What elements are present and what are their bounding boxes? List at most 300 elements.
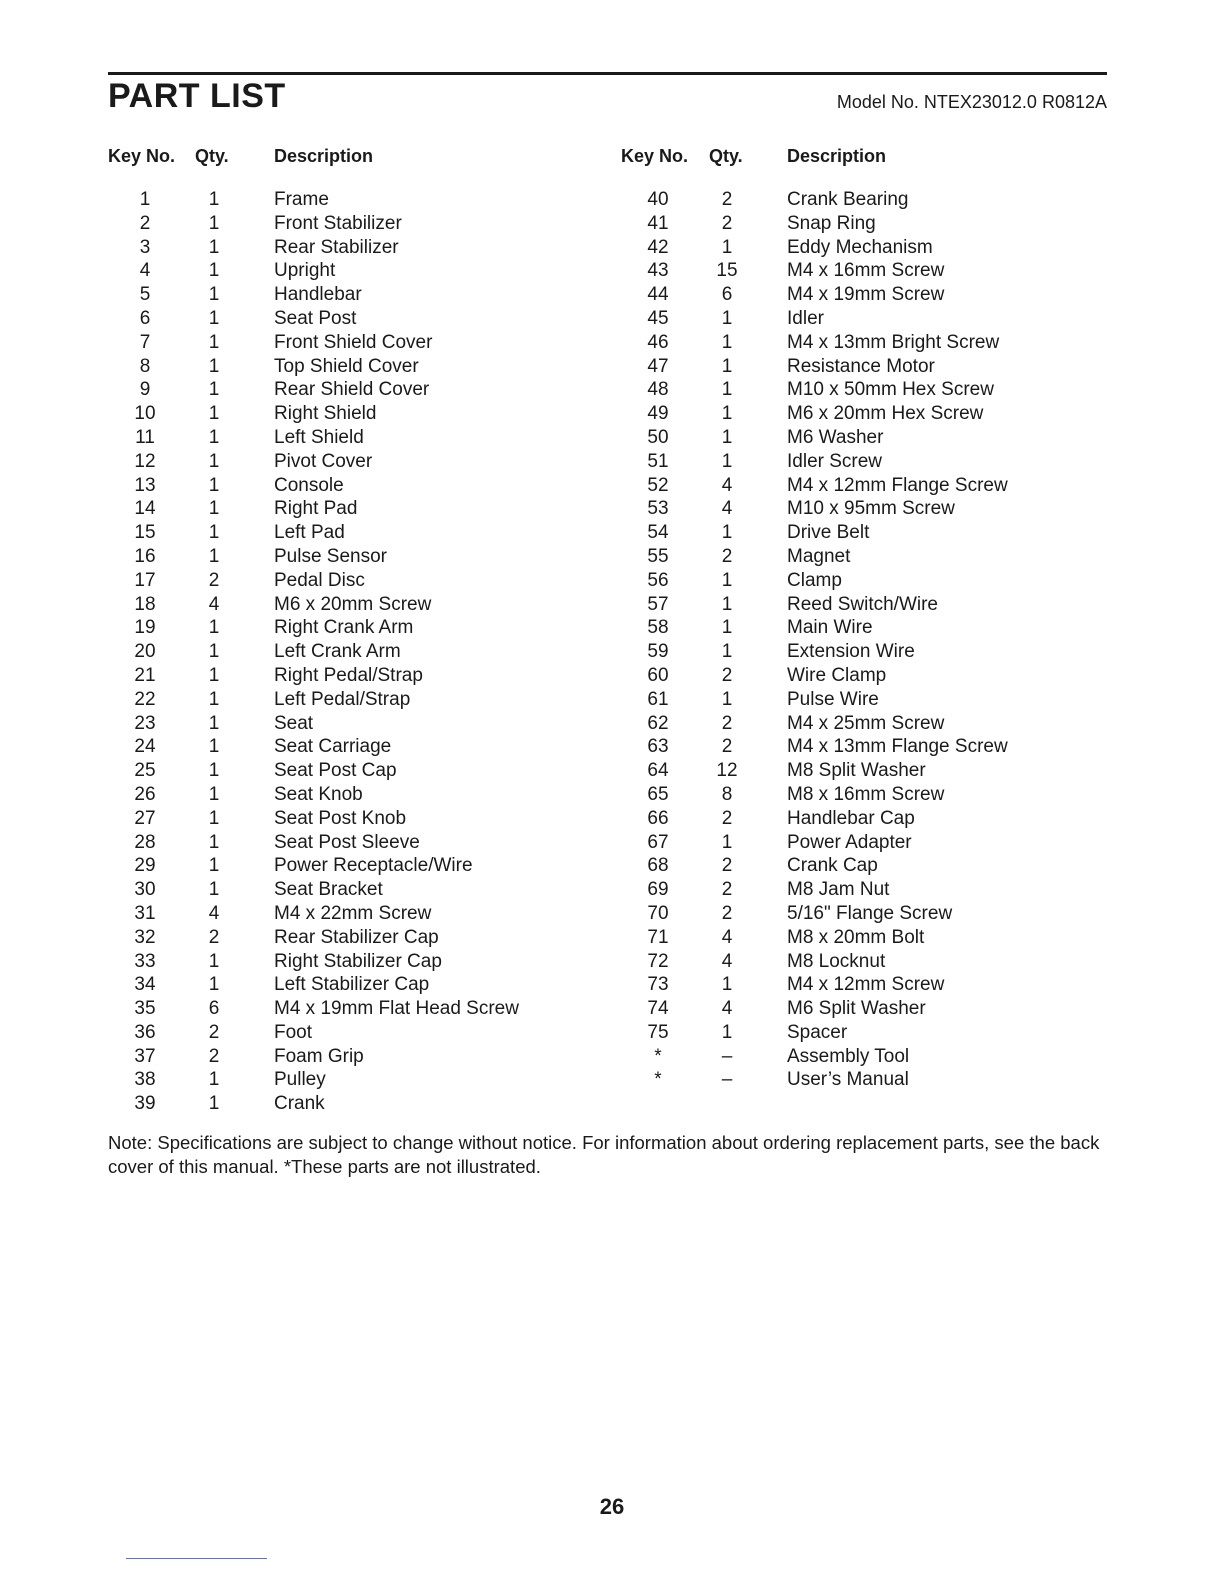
part-description: 5/16" Flange Screw <box>787 902 953 924</box>
part-qty: 1 <box>208 1093 220 1115</box>
part-key-no: 49 <box>647 403 669 425</box>
part-key-no: 71 <box>647 926 669 948</box>
part-description: M4 x 25mm Screw <box>787 712 945 734</box>
part-row <box>108 569 588 593</box>
part-description: User’s Manual <box>787 1069 909 1091</box>
part-row <box>108 831 588 855</box>
part-key-no: 29 <box>134 855 156 877</box>
part-key-no: 3 <box>139 236 151 258</box>
part-row <box>108 545 588 569</box>
part-description: Reed Switch/Wire <box>787 593 938 615</box>
part-description: Spacer <box>787 1021 848 1043</box>
part-qty: 2 <box>208 569 220 591</box>
part-row <box>621 688 1107 712</box>
part-qty: 1 <box>208 879 220 901</box>
part-row <box>108 188 588 212</box>
part-key-no: 24 <box>134 736 156 758</box>
part-description: M10 x 95mm Screw <box>787 498 955 520</box>
part-description: Left Pedal/Strap <box>274 688 411 710</box>
part-description: Foam Grip <box>274 1045 364 1067</box>
part-qty: 1 <box>208 831 220 853</box>
part-key-no: 50 <box>647 426 669 448</box>
part-key-no: 9 <box>139 379 151 401</box>
part-row <box>621 616 1107 640</box>
part-key-no: 6 <box>139 307 151 329</box>
qty-header: Qty. <box>195 146 229 166</box>
part-key-no: 72 <box>647 950 669 972</box>
part-row <box>108 616 588 640</box>
part-description: Seat <box>274 712 314 734</box>
part-description: Magnet <box>787 545 851 567</box>
description-header: Description <box>274 146 374 166</box>
part-description: Left Pad <box>274 522 345 544</box>
part-description: M4 x 16mm Screw <box>787 260 945 282</box>
part-qty: 1 <box>208 260 220 282</box>
part-description: Pulse Sensor <box>274 545 388 567</box>
part-description: M4 x 22mm Screw <box>274 902 432 924</box>
part-description: Left Shield <box>274 426 364 448</box>
part-key-no: 45 <box>647 307 669 329</box>
part-description: M4 x 13mm Flange Screw <box>787 736 1008 758</box>
part-key-no: 53 <box>647 498 669 520</box>
part-key-no: 66 <box>647 807 669 829</box>
model-number: Model No. NTEX23012.0 R0812A <box>836 92 1107 112</box>
part-row <box>621 188 1107 212</box>
part-qty: 2 <box>208 926 220 948</box>
part-qty: 4 <box>721 926 733 948</box>
part-row <box>621 664 1107 688</box>
part-description: M4 x 19mm Flat Head Screw <box>274 998 519 1020</box>
part-qty: 4 <box>208 902 220 924</box>
part-qty: 1 <box>721 403 733 425</box>
part-description: Front Shield Cover <box>274 331 433 353</box>
part-row <box>621 926 1107 950</box>
part-row <box>108 878 588 902</box>
part-row <box>621 307 1107 331</box>
part-qty: 1 <box>721 974 733 996</box>
part-description: Seat Post Cap <box>274 760 397 782</box>
part-qty: 4 <box>721 950 733 972</box>
part-qty: 2 <box>721 855 733 877</box>
part-key-no: 7 <box>139 331 151 353</box>
part-qty: 1 <box>208 783 220 805</box>
part-qty: 1 <box>208 950 220 972</box>
part-key-no: 55 <box>647 545 669 567</box>
part-row <box>621 759 1107 783</box>
part-row <box>621 902 1107 926</box>
part-description: M8 Jam Nut <box>787 879 890 901</box>
part-qty: 1 <box>208 474 220 496</box>
part-description: Snap Ring <box>787 212 876 234</box>
part-row <box>621 854 1107 878</box>
part-qty: 2 <box>721 902 733 924</box>
part-key-no: 18 <box>134 593 156 615</box>
part-row <box>108 783 588 807</box>
part-description: M10 x 50mm Hex Screw <box>787 379 994 401</box>
part-description: Idler <box>787 307 824 329</box>
part-qty: 1 <box>208 760 220 782</box>
part-row <box>108 450 588 474</box>
part-key-no: 48 <box>647 379 669 401</box>
part-row <box>621 878 1107 902</box>
part-key-no: 63 <box>647 736 669 758</box>
part-qty: 1 <box>208 688 220 710</box>
part-row <box>108 1092 588 1116</box>
part-qty: 1 <box>208 498 220 520</box>
part-row <box>621 474 1107 498</box>
part-key-no: 27 <box>134 807 156 829</box>
part-row <box>621 735 1107 759</box>
parts-rows-right <box>621 188 1107 1092</box>
part-row <box>108 426 588 450</box>
part-description: Pulse Wire <box>787 688 879 710</box>
part-row <box>108 1045 588 1069</box>
part-description: M8 x 20mm Bolt <box>787 926 925 948</box>
part-qty: 1 <box>721 569 733 591</box>
part-row <box>621 450 1107 474</box>
part-description: Left Crank Arm <box>274 641 401 663</box>
part-description: M6 x 20mm Hex Screw <box>787 403 984 425</box>
part-row <box>108 355 588 379</box>
part-key-no: 64 <box>647 760 669 782</box>
part-qty: 2 <box>208 1021 220 1043</box>
part-description: Pivot Cover <box>274 450 373 472</box>
part-key-no: 74 <box>647 998 669 1020</box>
part-qty: 1 <box>721 236 733 258</box>
part-key-no: 51 <box>647 450 669 472</box>
part-key-no: 2 <box>139 212 151 234</box>
part-key-no: 34 <box>134 974 156 996</box>
part-row <box>108 497 588 521</box>
part-qty: 1 <box>208 545 220 567</box>
part-key-no: 1 <box>139 189 151 210</box>
part-key-no: 40 <box>647 189 669 210</box>
part-key-no: 75 <box>647 1021 669 1043</box>
part-key-no: 10 <box>134 403 156 425</box>
part-key-no: 60 <box>647 664 669 686</box>
part-row <box>621 712 1107 736</box>
part-row <box>108 902 588 926</box>
part-key-no: 43 <box>647 260 669 282</box>
part-qty: 1 <box>721 593 733 615</box>
part-description: Front Stabilizer <box>274 212 402 234</box>
part-row <box>108 1068 588 1092</box>
part-qty: 1 <box>721 641 733 663</box>
part-key-no: 68 <box>647 855 669 877</box>
qty-header: Qty. <box>709 146 743 166</box>
part-row <box>108 950 588 974</box>
part-key-no: 38 <box>134 1069 156 1091</box>
part-row <box>621 783 1107 807</box>
part-qty: 1 <box>721 688 733 710</box>
part-row <box>621 521 1107 545</box>
part-qty: 2 <box>721 712 733 734</box>
part-key-no: 44 <box>647 284 669 306</box>
page-number: 26 <box>599 1494 625 1519</box>
part-row <box>108 474 588 498</box>
part-description: M4 x 12mm Flange Screw <box>787 474 1008 496</box>
part-row <box>621 426 1107 450</box>
part-qty: 4 <box>208 593 220 615</box>
part-description: M6 Washer <box>787 426 884 448</box>
part-description: Left Stabilizer Cap <box>274 974 430 996</box>
part-row <box>621 640 1107 664</box>
part-description: Seat Post Sleeve <box>274 831 420 853</box>
part-qty: 1 <box>208 807 220 829</box>
part-row <box>621 212 1107 236</box>
part-description: M8 x 16mm Screw <box>787 783 945 805</box>
part-description: Assembly Tool <box>787 1045 910 1067</box>
column-header-row <box>108 146 588 174</box>
part-key-no: 28 <box>134 831 156 853</box>
part-qty: 6 <box>721 284 733 306</box>
part-key-no: 73 <box>647 974 669 996</box>
parts-column-left <box>108 146 588 1116</box>
part-key-no: 57 <box>647 593 669 615</box>
description-header: Description <box>787 146 887 166</box>
part-key-no: 14 <box>134 498 156 520</box>
part-qty: 1 <box>208 379 220 401</box>
part-key-no: 69 <box>647 879 669 901</box>
part-description: Pulley <box>274 1069 326 1091</box>
part-row <box>108 735 588 759</box>
part-key-no: 70 <box>647 902 669 924</box>
part-qty: 1 <box>721 522 733 544</box>
part-description: Rear Stabilizer <box>274 236 399 258</box>
part-key-no: 20 <box>134 641 156 663</box>
part-description: Right Shield <box>274 403 377 425</box>
part-qty: 1 <box>208 403 220 425</box>
part-description: Handlebar Cap <box>787 807 915 829</box>
part-description: Eddy Mechanism <box>787 236 933 258</box>
part-row <box>108 212 588 236</box>
part-row <box>621 569 1107 593</box>
part-key-no: 4 <box>139 260 151 282</box>
part-key-no: 56 <box>647 569 669 591</box>
part-row <box>621 378 1107 402</box>
part-description: Pedal Disc <box>274 569 365 591</box>
part-description: Handlebar <box>274 284 362 306</box>
part-qty: 4 <box>721 998 733 1020</box>
part-key-no: 11 <box>135 426 155 448</box>
part-row <box>108 664 588 688</box>
part-key-no: 23 <box>134 712 156 734</box>
part-row <box>108 688 588 712</box>
part-row <box>621 545 1107 569</box>
part-key-no: 36 <box>134 1021 156 1043</box>
part-row <box>621 355 1107 379</box>
part-qty: 1 <box>721 379 733 401</box>
part-row <box>108 259 588 283</box>
part-description: Right Crank Arm <box>274 617 414 639</box>
part-description: Console <box>274 474 344 496</box>
part-description: Drive Belt <box>787 522 870 544</box>
part-description: Top Shield Cover <box>274 355 419 377</box>
part-description: Rear Stabilizer Cap <box>274 926 439 948</box>
part-row <box>108 283 588 307</box>
part-qty: 2 <box>721 664 733 686</box>
part-key-no: 33 <box>134 950 156 972</box>
part-qty: 1 <box>208 331 220 353</box>
part-description: Seat Bracket <box>274 879 383 901</box>
part-qty: 2 <box>721 212 733 234</box>
part-qty: 1 <box>721 307 733 329</box>
part-key-no: 16 <box>134 545 156 567</box>
part-key-no: 65 <box>647 783 669 805</box>
part-key-no: 32 <box>134 926 156 948</box>
part-key-no: 54 <box>647 522 669 544</box>
part-row <box>108 807 588 831</box>
part-key-no: 31 <box>134 902 156 924</box>
part-row <box>621 997 1107 1021</box>
footer-line <box>126 1558 267 1559</box>
part-row <box>621 831 1107 855</box>
part-qty: 4 <box>721 498 733 520</box>
part-row <box>108 854 588 878</box>
part-row <box>108 307 588 331</box>
part-description: M8 Split Washer <box>787 760 926 782</box>
part-qty: 6 <box>208 998 220 1020</box>
part-qty: 1 <box>208 974 220 996</box>
part-qty: 2 <box>721 879 733 901</box>
part-description: Power Adapter <box>787 831 912 853</box>
part-description: Crank <box>274 1093 325 1115</box>
part-row <box>621 402 1107 426</box>
part-key-no: 41 <box>647 212 669 234</box>
part-key-no: 5 <box>139 284 151 306</box>
part-description: M4 x 19mm Screw <box>787 284 945 306</box>
part-qty: 1 <box>208 236 220 258</box>
part-qty: 1 <box>208 212 220 234</box>
part-row <box>621 1021 1107 1045</box>
key-no-header: Key No. <box>108 146 176 166</box>
part-description: Resistance Motor <box>787 355 935 377</box>
part-row <box>108 378 588 402</box>
part-row <box>108 331 588 355</box>
part-description: Wire Clamp <box>787 664 887 686</box>
part-qty: 2 <box>721 189 733 210</box>
part-row <box>108 593 588 617</box>
part-qty: 4 <box>721 474 733 496</box>
part-key-no: 61 <box>647 688 669 710</box>
part-qty: 1 <box>208 522 220 544</box>
part-key-no: 47 <box>647 355 669 377</box>
part-description: Main Wire <box>787 617 873 639</box>
part-key-no: 67 <box>647 831 669 853</box>
part-description: Extension Wire <box>787 641 915 663</box>
part-key-no: 13 <box>134 474 156 496</box>
part-key-no: 59 <box>647 641 669 663</box>
part-key-no: * <box>654 1045 662 1067</box>
part-key-no: 46 <box>647 331 669 353</box>
part-row <box>108 1021 588 1045</box>
part-row <box>108 759 588 783</box>
part-row <box>108 521 588 545</box>
part-description: M4 x 12mm Screw <box>787 974 945 996</box>
part-description: Idler Screw <box>787 450 883 472</box>
part-key-no: 52 <box>647 474 669 496</box>
part-qty: 2 <box>721 736 733 758</box>
part-qty: 1 <box>721 831 733 853</box>
column-header-row <box>621 146 1107 174</box>
part-description: M6 x 20mm Screw <box>274 593 432 615</box>
part-qty: 1 <box>721 1021 733 1043</box>
part-qty: 1 <box>721 450 733 472</box>
part-qty: – <box>721 1045 733 1067</box>
header-rule <box>108 72 1107 75</box>
part-description: Foot <box>274 1021 313 1043</box>
part-description: Power Receptacle/Wire <box>274 855 473 877</box>
part-qty: 2 <box>721 807 733 829</box>
part-qty: 1 <box>208 641 220 663</box>
part-qty: 2 <box>208 1045 220 1067</box>
part-row <box>108 712 588 736</box>
part-row <box>108 926 588 950</box>
part-description: Upright <box>274 260 336 282</box>
part-qty: 1 <box>208 307 220 329</box>
part-row <box>621 1045 1107 1069</box>
part-qty: 1 <box>208 450 220 472</box>
part-description: Right Stabilizer Cap <box>274 950 442 972</box>
part-description: M4 x 13mm Bright Screw <box>787 331 1000 353</box>
part-row <box>621 807 1107 831</box>
part-row <box>621 283 1107 307</box>
part-row <box>621 973 1107 997</box>
part-key-no: 39 <box>134 1093 156 1115</box>
part-qty: 12 <box>716 760 738 782</box>
part-key-no: 42 <box>647 236 669 258</box>
part-qty: 1 <box>208 712 220 734</box>
part-qty: 1 <box>721 331 733 353</box>
part-key-no: 62 <box>647 712 669 734</box>
part-description: Right Pad <box>274 498 358 520</box>
part-key-no: 37 <box>134 1045 156 1067</box>
part-row <box>621 1068 1107 1092</box>
part-row <box>621 236 1107 260</box>
part-qty: 1 <box>208 1069 220 1091</box>
part-qty: 1 <box>208 189 220 210</box>
part-row <box>108 402 588 426</box>
part-row <box>621 950 1107 974</box>
part-description: M8 Locknut <box>787 950 886 972</box>
part-qty: 1 <box>208 284 220 306</box>
part-row <box>621 593 1107 617</box>
part-qty: 1 <box>721 355 733 377</box>
part-description: Rear Shield Cover <box>274 379 430 401</box>
part-key-no: 25 <box>134 760 156 782</box>
part-key-no: 8 <box>139 355 151 377</box>
part-key-no: 17 <box>134 569 156 591</box>
part-description: Frame <box>274 189 329 210</box>
part-description: Seat Post Knob <box>274 807 407 829</box>
part-qty: 8 <box>721 783 733 805</box>
parts-column-right <box>621 146 1107 1092</box>
part-description: M6 Split Washer <box>787 998 926 1020</box>
part-description: Crank Cap <box>787 855 878 877</box>
part-qty: – <box>721 1069 733 1091</box>
part-description: Right Pedal/Strap <box>274 664 423 686</box>
part-key-no: 35 <box>134 998 156 1020</box>
part-qty: 1 <box>208 355 220 377</box>
parts-rows-left <box>108 188 588 1116</box>
part-qty: 1 <box>208 426 220 448</box>
part-qty: 1 <box>208 664 220 686</box>
part-key-no: 12 <box>134 450 156 472</box>
key-no-header: Key No. <box>621 146 689 166</box>
part-qty: 1 <box>208 617 220 639</box>
page-title: PART LIST <box>108 77 286 115</box>
footnote: Note: Specifications are subject to change without notice. For information about ordering replacement parts, see the back cover of this manual. *These parts are not illustrated. <box>108 1132 1100 1177</box>
